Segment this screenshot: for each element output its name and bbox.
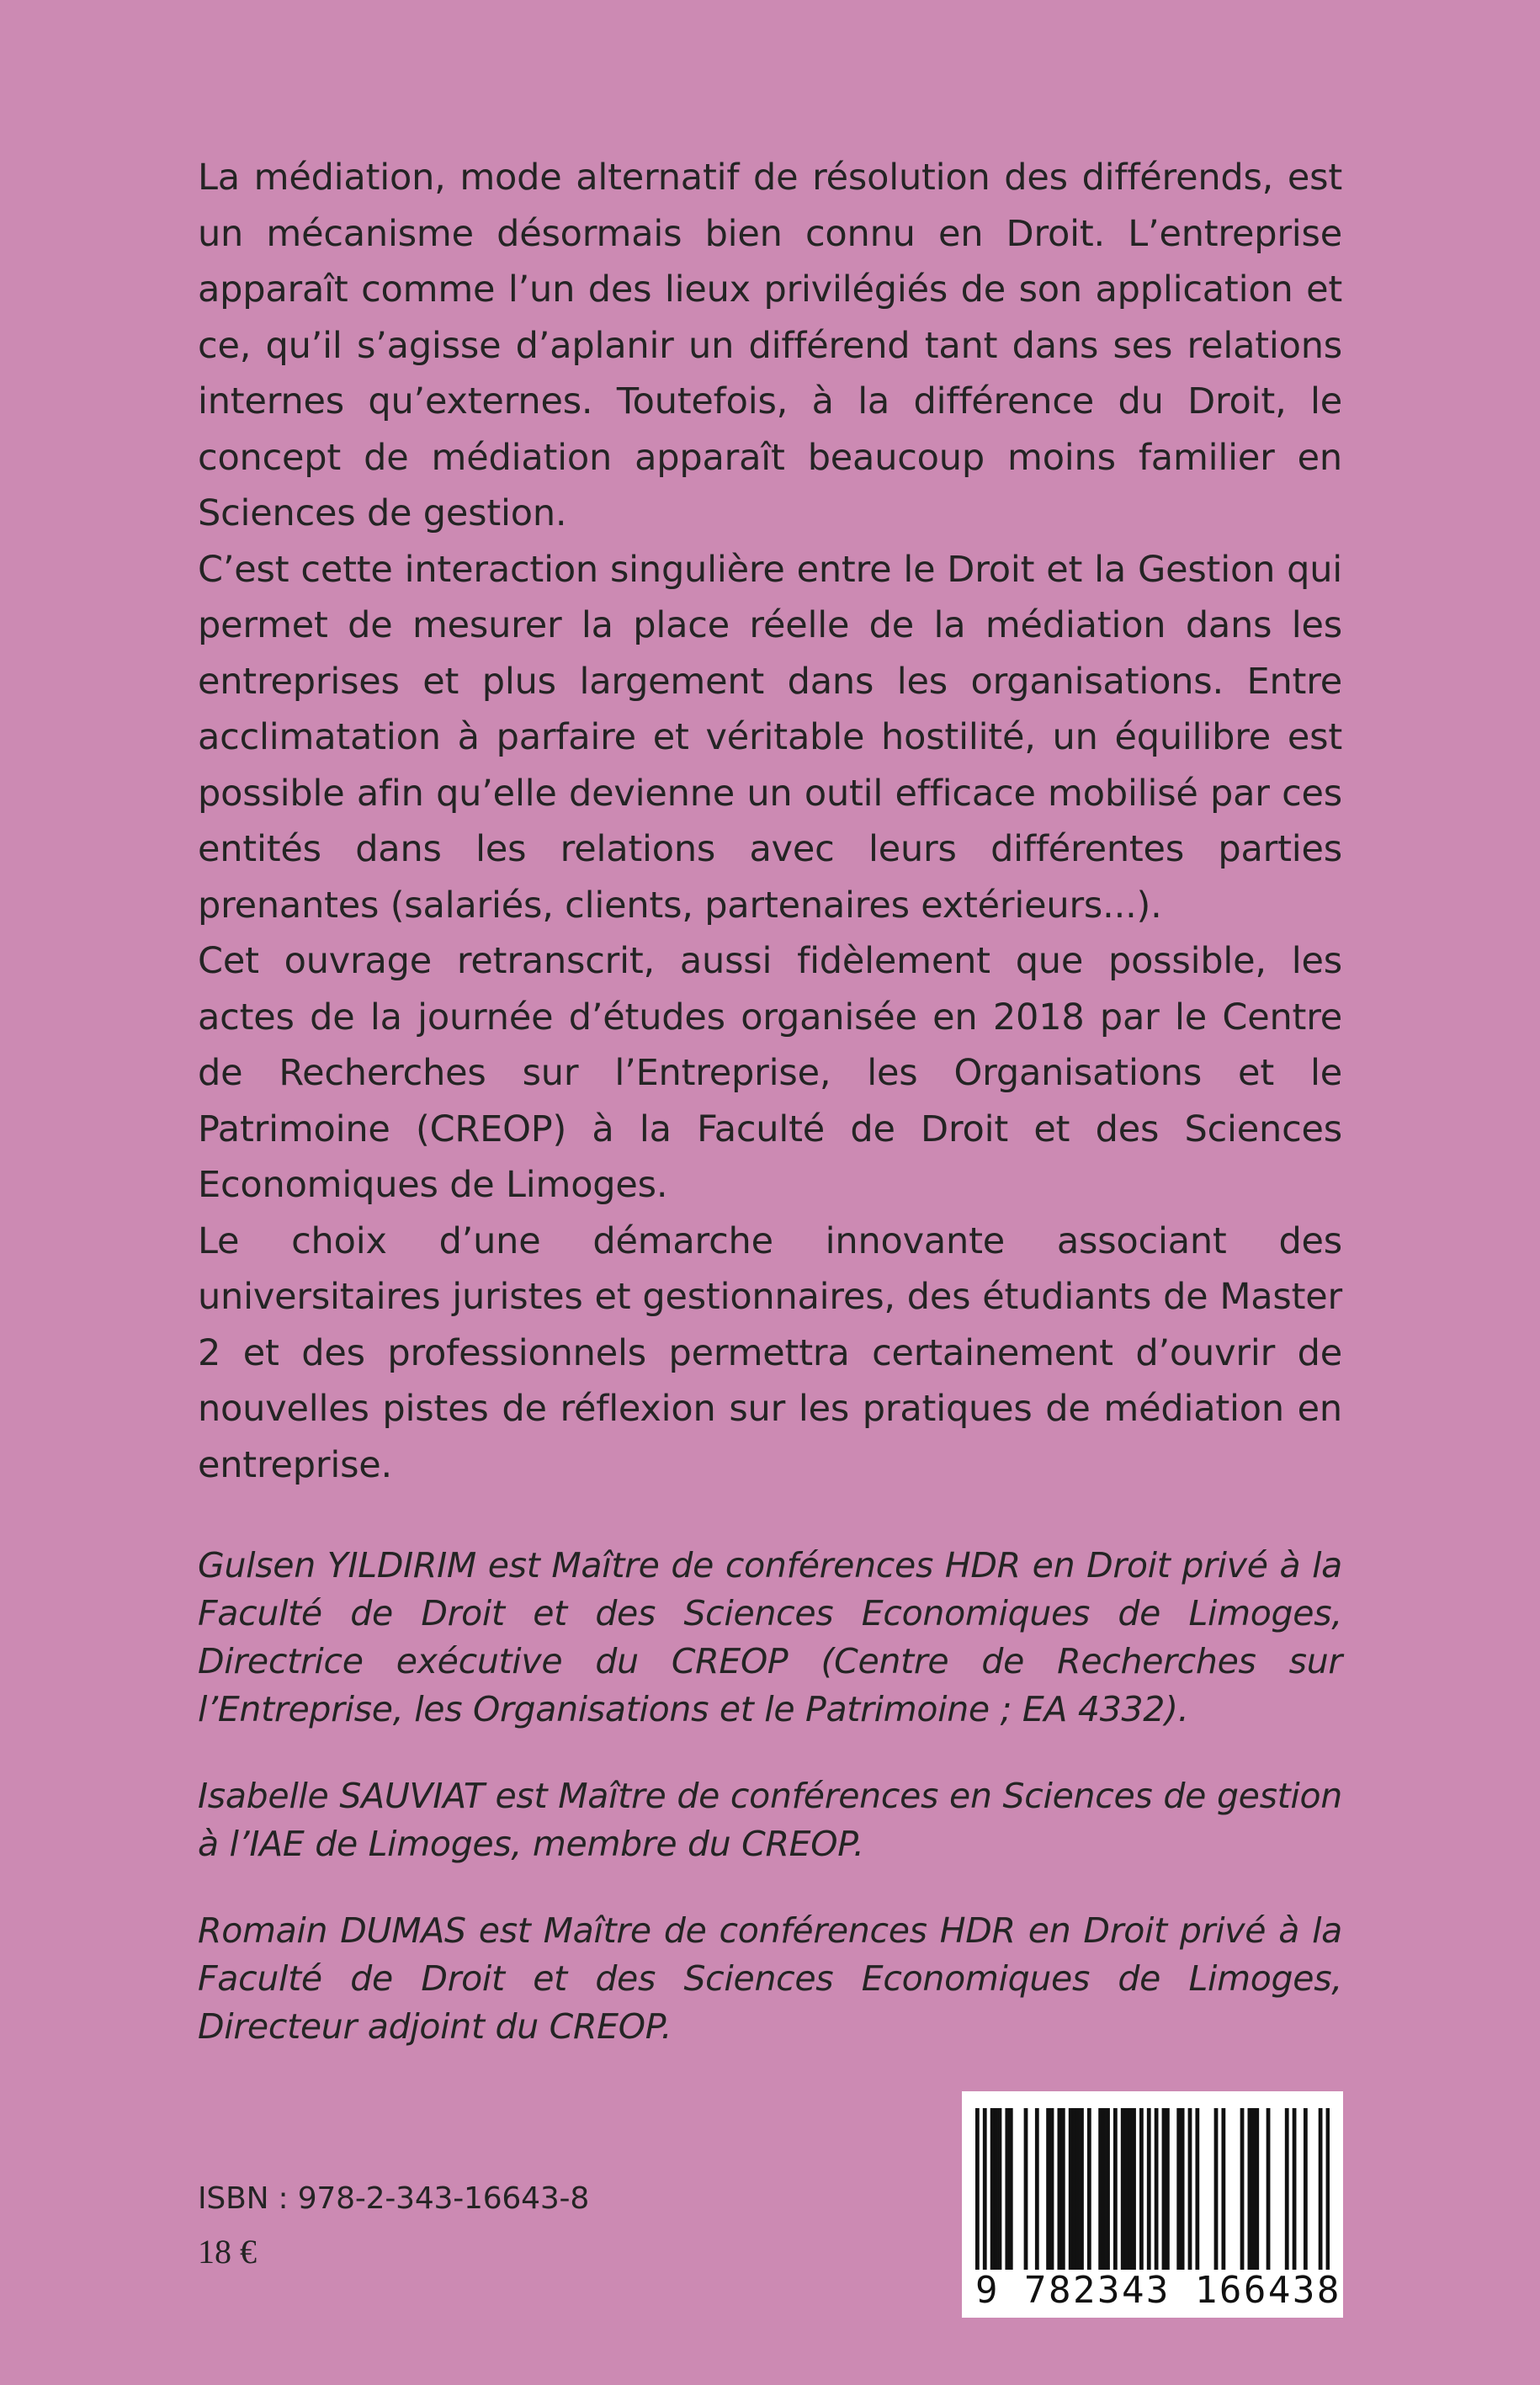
blurb-paragraph-4: Le choix d’une démarche innovante associant des universitaires juristes et gestionnaires, des étudiants de Master 2 et des professionnels permettra certainement d’ouvrir de nouvelles pistes de réflexion sur les pratiques de médiation en entreprise. [198,1219,1342,1486]
barcode-bar [990,2108,995,2285]
barcode-bar [1304,2108,1308,2285]
barcode-bar [1221,2108,1225,2285]
barcode-bar [1035,2108,1039,2285]
barcode-bar [1195,2108,1199,2285]
back-cover-blurb [198,150,1342,1493]
barcode-bar [1072,2108,1076,2285]
barcode-bar [1293,2108,1297,2285]
barcode-bar [1113,2108,1118,2285]
barcode-bar [1061,2108,1065,2285]
barcode-bar [1005,2108,1009,2285]
isbn-text: ISBN : 978-2-343-16643-8 [198,2181,590,2216]
barcode-bar [1046,2108,1050,2285]
barcode-bar [1121,2108,1125,2285]
barcode-bar [1188,2108,1192,2285]
barcode-bar [1024,2108,1028,2285]
barcode-bar [983,2108,987,2285]
barcode-bar [1181,2108,1185,2285]
author-bios [198,1542,1342,2090]
blurb-paragraph-3: Cet ouvrage retranscrit, aussi fidèlement que possible, les actes de la journée d’études organisée en 2018 par le Centre de Recherches sur l’Entreprise, les Organisations et le Patrimoine (CREOP) à la Faculté de Droit et des Sciences Economiques de Limoges. [198,940,1342,1206]
blurb-paragraph-1: La médiation, mode alternatif de résolution des différends, est un mécanisme désormais bien connu en Droit. L’entreprise apparaît comme l’un des lieux privilégiés de son application et ce, qu’il s’agisse d’aplanir un différend tant dans ses relations internes qu’externes. Toutefois, à la différence du Droit, le concept de médiation apparaît beaucoup moins familier en Sciences de gestion. [198,157,1342,534]
barcode-bar [1139,2108,1144,2285]
barcode [962,2091,1343,2318]
author-bio-dumas: Romain DUMAS est Maître de conférences HDR en Droit privé à la Faculté de Droit et des Sciences Economiques de Limoges, Directeur adjoint du CREOP. [198,1910,1342,2047]
barcode-bar [1128,2108,1133,2285]
barcode-bar [1069,2108,1073,2285]
barcode-bar [975,2108,980,2285]
barcode-bar [994,2108,998,2285]
barcode-bar [1176,2108,1181,2285]
blurb-paragraph-2: C’est cette interaction singulière entre le Droit et la Gestion qui permet de mesurer la place réelle de la médiation dans les entreprises et plus largement dans les organisations. Entre acclimatation à parfaire et véritable hostilité, un équilibre est possible afin qu’elle devienne un outil efficace mobilisé par ces entités dans les relations avec leurs différentes parties prenantes (salariés, clients, partenaires extérieurs...). [198,548,1342,927]
barcode-digits: 9 782343 166438 [975,2269,1341,2312]
barcode-bar [1102,2108,1107,2285]
barcode-bar [1106,2108,1110,2285]
barcode-bar [1285,2108,1289,2285]
barcode-bar [1076,2108,1081,2285]
barcode-bar [1132,2108,1136,2285]
barcode-bar [1087,2108,1091,2285]
barcode-bar [1166,2108,1170,2285]
barcode-bar [1267,2108,1271,2285]
barcode-bar [1326,2108,1330,2285]
barcode-bar [1240,2108,1245,2285]
barcode-bar [1162,2108,1166,2285]
barcode-bar [1255,2108,1259,2285]
author-bio-yildirim: Gulsen YILDIRIM est Maître de conférences HDR en Droit privé à la Faculté de Droit et des Sciences Economiques de Limoges, Directrice exécutive du CREOP (Centre de Recherches sur l’Entreprise, les Organisations et le Patrimoine ; EA 4332). [198,1545,1342,1729]
barcode-bar [1155,2108,1159,2285]
author-bio-sauviat: Isabelle SAUVIAT est Maître de conférences en Sciences de gestion à l’IAE de Limoges, membre du CREOP. [198,1776,1342,1864]
barcode-bar [1124,2108,1128,2285]
barcode-bar [1009,2108,1013,2285]
barcode-bar [1098,2108,1102,2285]
price-text: 18 € [198,2233,257,2271]
barcode-bar [1147,2108,1151,2285]
barcode-bar [1319,2108,1323,2285]
barcode-bar [1251,2108,1256,2285]
barcode-bar [1214,2108,1219,2285]
barcode-bars-graphic [975,2108,1330,2285]
barcode-bar [1057,2108,1061,2285]
barcode-bar [1050,2108,1054,2285]
barcode-bar [1080,2108,1084,2285]
barcode-bar [1248,2108,1252,2285]
barcode-bar [998,2108,1002,2285]
